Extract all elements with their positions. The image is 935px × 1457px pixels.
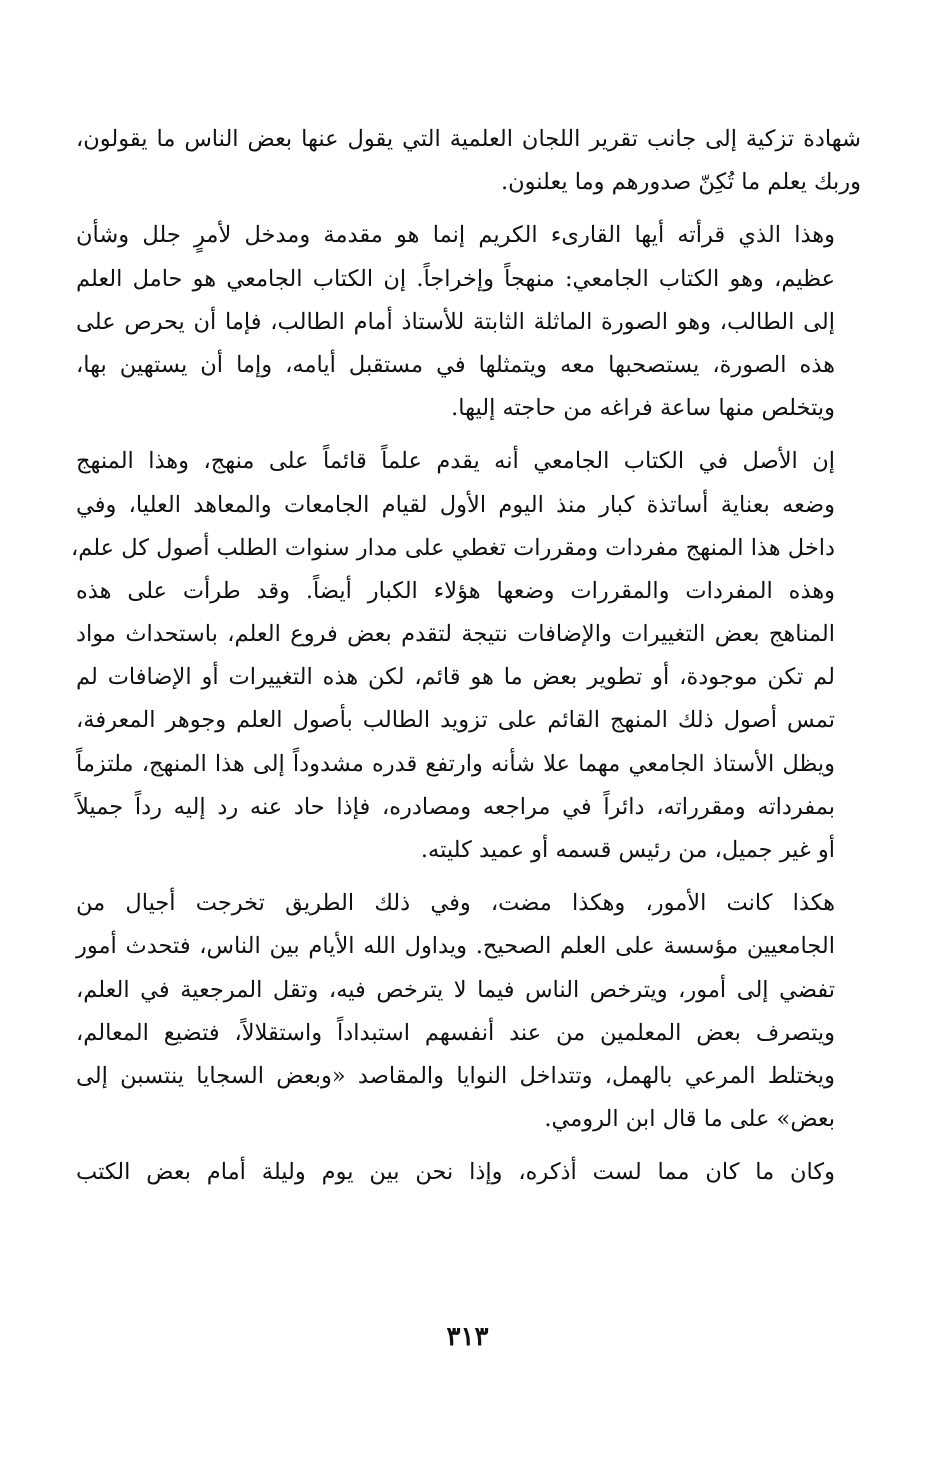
text-line: أو غير جميل، من رئيس قسمه أو عميد كليته.	[420, 837, 835, 863]
text-line: وكان ما كان مما لست أذكره، وإذا نحن بين يوم وليلة أمام بعض الكتب	[76, 1159, 835, 1186]
text-line: إن الأصل في الكتاب الجامعي أنه يقدم علماً قائماً على منهج، وهذا المنهج	[76, 448, 835, 475]
text-line: تفضي إلى أمور، ويترخص الناس فيما لا يترخص فيه، وتقل المرجعية في العلم،	[76, 976, 835, 1003]
body-text	[70, 118, 861, 1205]
paragraph-1	[76, 118, 861, 204]
text-line: الجامعيين مؤسسة على العلم الصحيح. ويداول الله الأيام بين الناس، فتحدث أمور	[76, 933, 835, 960]
paragraph-3	[70, 440, 861, 872]
page-number: ٣١٣	[446, 1322, 489, 1352]
text-line: بعض» على ما قال ابن الرومي.	[544, 1106, 835, 1133]
text-line: تمس أصول ذلك المنهج القائم على تزويد الطالب بأصول العلم وجوهر المعرفة،	[76, 707, 835, 734]
text-line: هذه الصورة، يستصحبها معه ويتمثلها في مستقبل أيامه، وإما أن يستهين بها،	[76, 351, 835, 378]
text-line: وهذا الذي قرأته أيها القارىء الكريم إنما هو مقدمة ومدخل لأمرٍ جلل وشأن	[76, 222, 835, 249]
text-line: وهذه المفردات والمقررات وضعها هؤلاء الكبار أيضاً. وقد طرأت على هذه	[76, 577, 835, 604]
text-line: ويتخلص منها ساعة فراغه من حاجته إليها.	[451, 395, 835, 422]
text-line: بمفرداته ومقرراته، دائراً في مراجعه ومصادره، فإذا حاد عنه رد إليه رداً جميلاً	[76, 793, 835, 820]
text-line: هكذا كانت الأمور، وهكذا مضت، وفي ذلك الطريق تخرجت أجيال من	[76, 890, 835, 917]
text-line: ويتصرف بعض المعلمين من عند أنفسهم استبداداً واستقلالاً، فتضيع المعالم،	[76, 1019, 835, 1046]
paragraph-2	[76, 214, 861, 430]
text-line: داخل هذا المنهج مفردات ومقررات تغطي على مدار سنوات الطلب أصول كل علم،	[70, 534, 835, 561]
paragraph-4	[76, 882, 861, 1141]
text-line: إلى الطالب، وهو الصورة الماثلة الثابتة للأستاذ أمام الطالب، فإما أن يحرص على	[76, 308, 835, 335]
text-line: شهادة تزكية إلى جانب تقرير اللجان العلمية التي يقول عنها بعض الناس ما يقولون،	[76, 126, 861, 152]
text-line: ويختلط المرعي بالهمل، وتتداخل النوايا والمقاصد «وبعض السجايا ينتسبن إلى	[76, 1062, 835, 1089]
text-line: لم تكن موجودة، أو تطوير بعض ما هو قائم، لكن هذه التغييرات أو الإضافات لم	[76, 664, 835, 691]
paragraph-5	[76, 1151, 861, 1194]
text-line: وضعه بعناية أساتذة كبار منذ اليوم الأول لقيام الجامعات والمعاهد العليا، وفي	[76, 491, 835, 518]
text-line: المناهج بعض التغييرات والإضافات نتيجة لتقدم بعض فروع العلم، باستحداث مواد	[76, 621, 835, 648]
text-line: ويظل الأستاذ الجامعي مهما علا شأنه وارتفع قدره مشدوداً إلى هذا المنهج، ملتزماً	[76, 750, 835, 777]
text-line: عظيم، وهو الكتاب الجامعي: منهجاً وإخراجاً. إن الكتاب الجامعي هو حامل العلم	[76, 265, 835, 292]
text-line: وربك يعلم ما تُكِنّ صدورهم وما يعلنون.	[500, 169, 861, 196]
